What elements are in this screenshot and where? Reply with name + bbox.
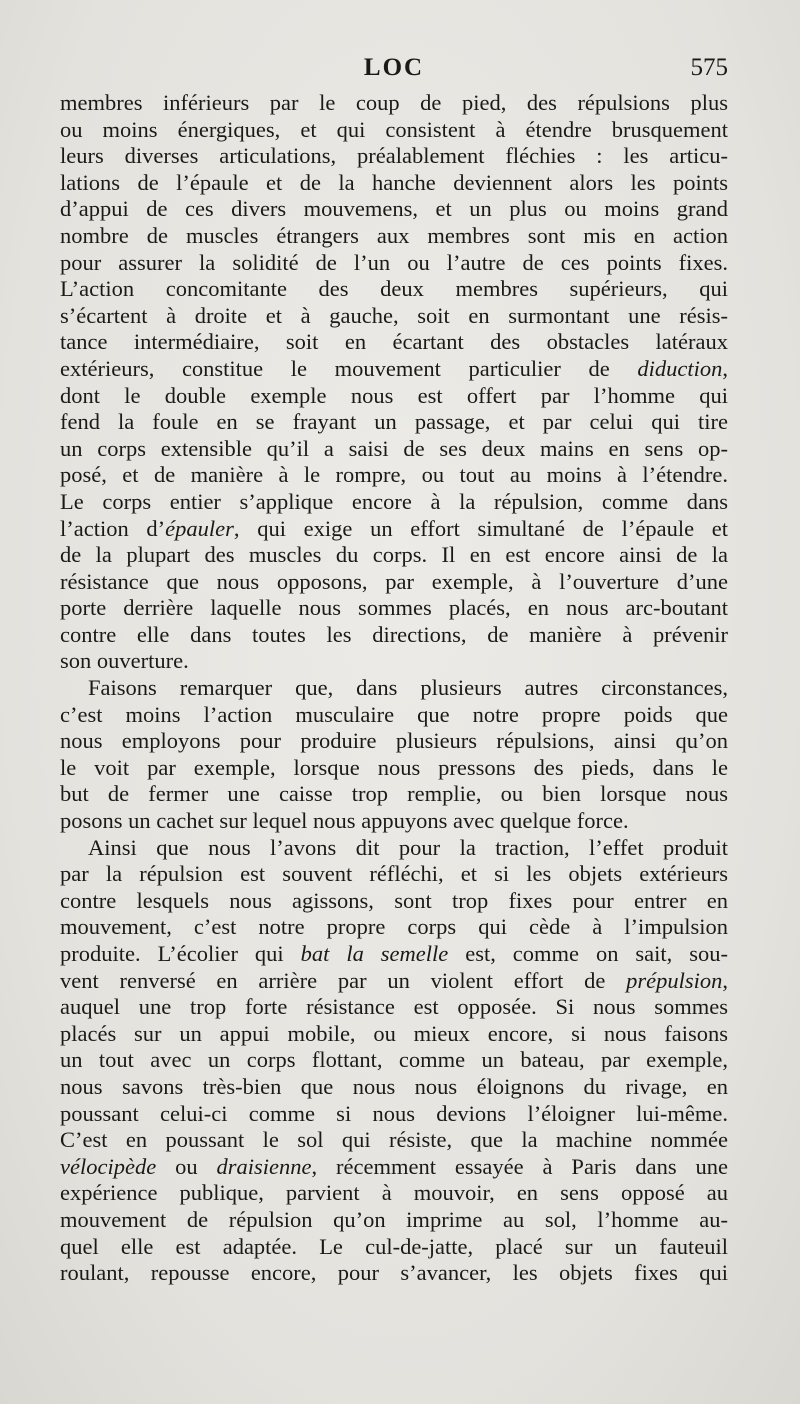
text-segment: mouvement de répulsion qu’on imprime au sol, l’homme au- bbox=[60, 1206, 728, 1232]
text-segment: leurs diverses articulations, préalablement fléchies : les articu- bbox=[60, 143, 728, 169]
text-segment: , qui exige un effort simultané de l’épaule et bbox=[233, 515, 728, 541]
text-line bbox=[60, 728, 728, 755]
running-head: LOC bbox=[363, 54, 425, 81]
page-number: 575 bbox=[690, 54, 728, 81]
italic-term: vélocipède bbox=[60, 1153, 157, 1179]
text-segment: extérieurs, constitue le mouvement particulier de bbox=[60, 355, 638, 381]
text-line bbox=[60, 1180, 728, 1207]
text-segment: ou moins énergiques, et qui consistent à étendre brusquement bbox=[60, 116, 728, 142]
text-line bbox=[60, 1101, 728, 1128]
text-line bbox=[60, 1234, 728, 1261]
text-segment: c’est moins l’action musculaire que notre propre poids que bbox=[60, 701, 728, 727]
text-line bbox=[60, 170, 728, 197]
text-segment: pour assurer la solidité de l’un ou l’autre de ces points fixes. bbox=[60, 249, 728, 275]
body-text bbox=[60, 90, 728, 1287]
text-line bbox=[60, 702, 728, 729]
text-segment: dont le double exemple nous est offert par l’homme qui bbox=[60, 382, 728, 408]
text-line bbox=[60, 329, 728, 356]
text-line bbox=[60, 994, 728, 1021]
text-segment: but de fermer une caisse trop remplie, ou bien lorsque nous bbox=[60, 781, 728, 807]
text-line bbox=[60, 436, 728, 463]
text-segment: nous savons très-bien que nous nous éloignons du rivage, en bbox=[60, 1073, 728, 1099]
text-line bbox=[60, 223, 728, 250]
text-line bbox=[60, 542, 728, 569]
text-line bbox=[60, 595, 728, 622]
text-line bbox=[60, 569, 728, 596]
text-line bbox=[60, 888, 728, 915]
italic-term: diduction bbox=[637, 355, 723, 381]
text-line bbox=[60, 489, 728, 516]
text-segment: mouvement, c’est notre propre corps qui cède à l’impulsion bbox=[60, 914, 728, 940]
text-segment: contre elle dans toutes les directions, de manière à prévenir bbox=[60, 621, 728, 647]
text-segment: , bbox=[722, 967, 728, 993]
italic-term: draisienne bbox=[216, 1153, 312, 1179]
text-line bbox=[60, 516, 728, 543]
text-line bbox=[60, 648, 728, 675]
text-line bbox=[60, 1207, 728, 1234]
text-segment: d’appui de ces divers mouvemens, et un plus ou moins grand bbox=[60, 196, 728, 222]
text-segment: , récemment essayée à Paris dans une bbox=[311, 1153, 728, 1179]
text-line bbox=[60, 1021, 728, 1048]
italic-term: prépulsion bbox=[626, 967, 723, 993]
text-line bbox=[60, 1074, 728, 1101]
text-segment: contre lesquels nous agissons, sont trop fixes pour entrer en bbox=[60, 887, 728, 913]
text-segment: de la plupart des muscles du corps. Il en est encore ainsi de la bbox=[60, 542, 728, 568]
text-segment: par la répulsion est souvent réfléchi, et si les objets extérieurs bbox=[60, 861, 728, 887]
text-segment: membres inférieurs par le coup de pied, des répulsions plus bbox=[60, 90, 728, 115]
text-line bbox=[60, 968, 728, 995]
text-line bbox=[60, 117, 728, 144]
text-segment: posé, et de manière à le rompre, ou tout au moins à l’étendre. bbox=[60, 462, 728, 488]
text-segment: l’action d’ bbox=[60, 515, 166, 541]
text-segment: un corps extensible qu’il a saisi de ses deux mains en sens op- bbox=[60, 435, 728, 461]
text-line bbox=[60, 622, 728, 649]
page-header bbox=[60, 50, 728, 90]
text-segment: fend la foule en se frayant un passage, et par celui qui tire bbox=[60, 409, 728, 435]
text-segment: Le corps entier s’applique encore à la répulsion, comme dans bbox=[60, 488, 728, 514]
text-segment: tance intermédiaire, soit en écartant des obstacles latéraux bbox=[60, 329, 728, 355]
text-line bbox=[60, 303, 728, 330]
text-segment: poussant celui-ci comme si nous devions l’éloigner lui-même. bbox=[60, 1100, 728, 1126]
text-segment: expérience publique, parvient à mouvoir, en sens opposé au bbox=[60, 1180, 728, 1206]
text-segment: ou bbox=[156, 1153, 217, 1179]
text-segment: quel elle est adaptée. Le cul-de-jatte, placé sur un fauteuil bbox=[60, 1233, 728, 1259]
text-segment: Faisons remarquer que, dans plusieurs autres circonstances, bbox=[88, 675, 728, 701]
text-line bbox=[60, 941, 728, 968]
text-line bbox=[60, 861, 728, 888]
text-segment: produite. L’écolier qui bbox=[60, 941, 301, 966]
text-segment: , bbox=[722, 355, 728, 381]
italic-term: bat la semelle bbox=[300, 941, 449, 966]
italic-term: épauler bbox=[165, 515, 234, 541]
text-line bbox=[60, 90, 728, 117]
text-segment: Ainsi que nous l’avons dit pour la traction, l’effet produit bbox=[88, 834, 728, 860]
text-segment: roulant, repousse encore, pour s’avancer, les objets fixes qui bbox=[60, 1260, 728, 1286]
text-line bbox=[60, 755, 728, 782]
text-segment: lations de l’épaule et de la hanche deviennent alors les points bbox=[60, 169, 728, 195]
text-line bbox=[60, 781, 728, 808]
text-line bbox=[60, 250, 728, 277]
text-line bbox=[60, 675, 728, 702]
text-line bbox=[60, 1260, 728, 1287]
text-line bbox=[60, 383, 728, 410]
text-segment: résistance que nous opposons, par exemple, à l’ouverture d’une bbox=[60, 568, 728, 594]
text-line bbox=[60, 835, 728, 862]
text-segment: vent renversé en arrière par un violent effort de bbox=[60, 967, 627, 993]
text-line bbox=[60, 1127, 728, 1154]
text-segment: placés sur un appui mobile, ou mieux encore, si nous faisons bbox=[60, 1020, 728, 1046]
text-line bbox=[60, 914, 728, 941]
text-line bbox=[60, 143, 728, 170]
text-segment: porte derrière laquelle nous sommes placés, en nous arc-boutant bbox=[60, 595, 728, 621]
text-segment: s’écartent à droite et à gauche, soit en surmontant une résis- bbox=[60, 302, 728, 328]
text-segment: le voit par exemple, lorsque nous pressons des pieds, dans le bbox=[60, 754, 728, 780]
text-line bbox=[60, 196, 728, 223]
text-segment: nombre de muscles étrangers aux membres sont mis en action bbox=[60, 222, 728, 248]
text-segment: nous employons pour produire plusieurs répulsions, ainsi qu’on bbox=[60, 728, 728, 754]
text-line bbox=[60, 462, 728, 489]
text-segment: est, comme on sait, sou- bbox=[448, 941, 728, 966]
text-segment: un tout avec un corps flottant, comme un bateau, par exemple, bbox=[60, 1047, 728, 1073]
text-segment: auquel une trop forte résistance est opposée. Si nous sommes bbox=[60, 994, 728, 1020]
text-line bbox=[60, 276, 728, 303]
text-line bbox=[60, 1154, 728, 1181]
text-segment: C’est en poussant le sol qui résiste, que la machine nommée bbox=[60, 1127, 728, 1153]
text-line bbox=[60, 356, 728, 383]
text-segment: son ouverture. bbox=[60, 648, 189, 674]
text-segment: posons un cachet sur lequel nous appuyons avec quelque force. bbox=[60, 808, 629, 834]
text-line bbox=[60, 409, 728, 436]
text-line bbox=[60, 808, 728, 835]
text-segment: L’action concomitante des deux membres supérieurs, qui bbox=[60, 276, 728, 302]
text-line bbox=[60, 1047, 728, 1074]
